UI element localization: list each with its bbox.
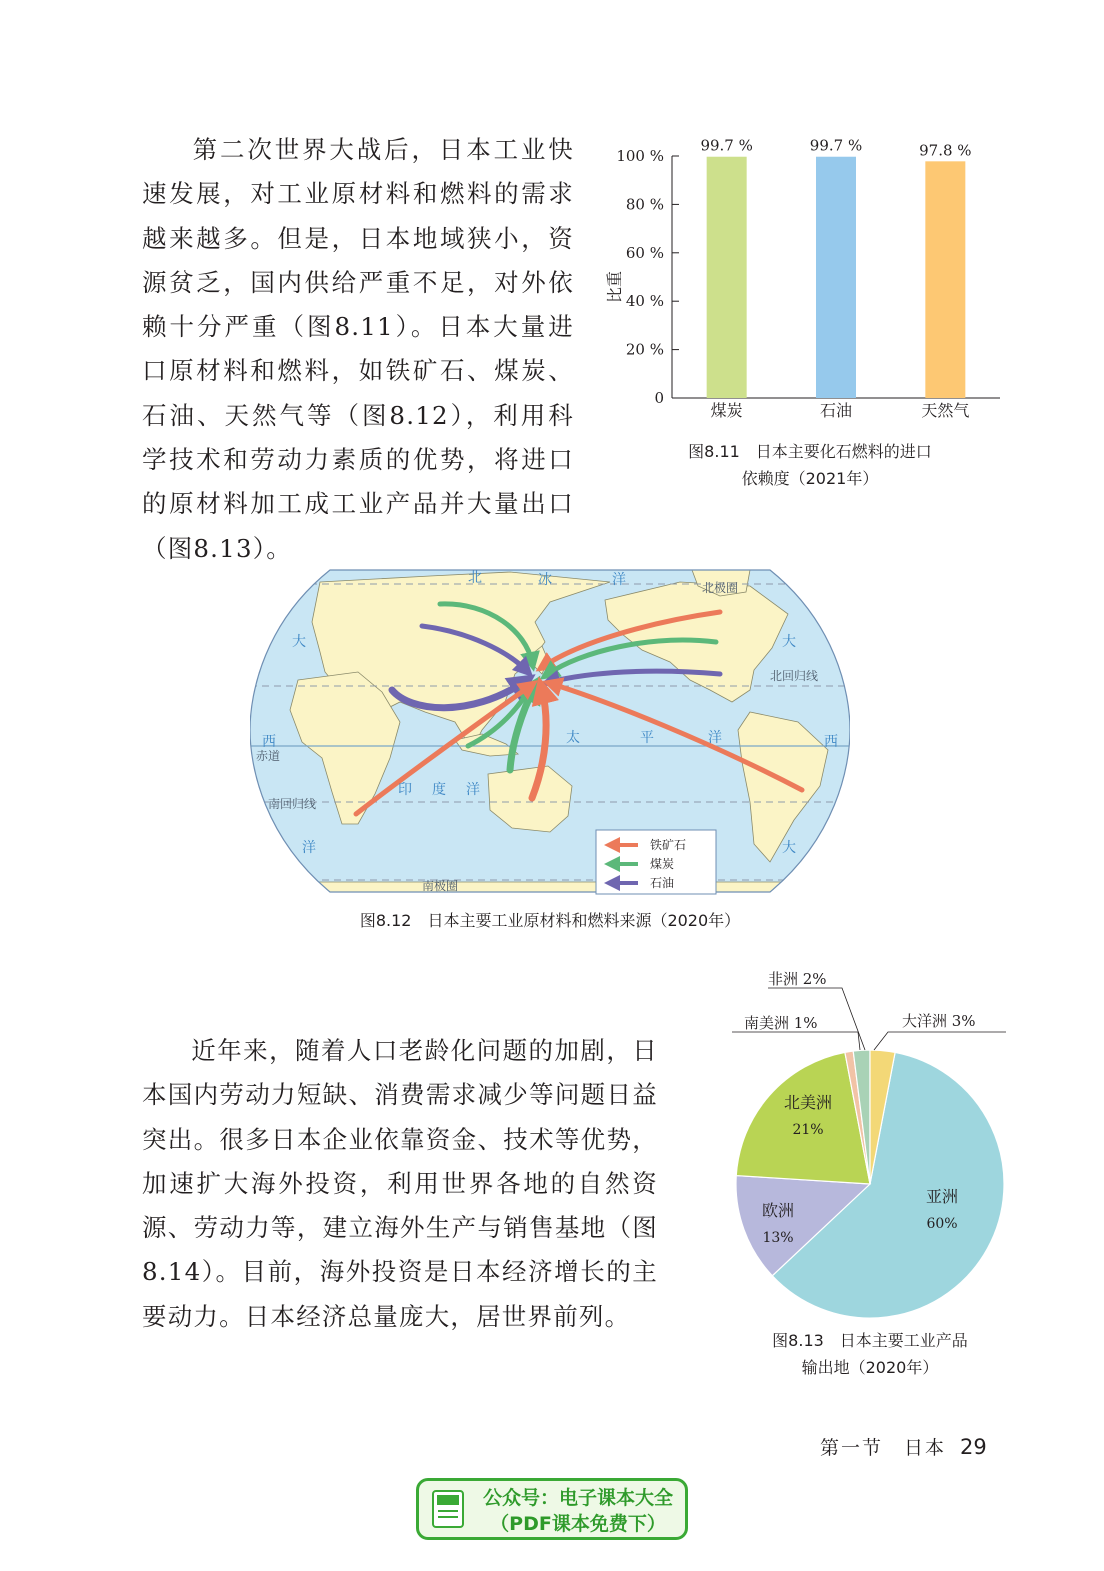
legend-iron-ore: 铁矿石 (650, 838, 687, 852)
ocean-label-ping: 平 (640, 730, 654, 746)
ocean-label-yang-1: 洋 (612, 572, 626, 588)
pie-outside-label-africa: 非洲 2% (768, 970, 827, 988)
world-resource-source-map (250, 562, 850, 898)
pie-label-name: 欧洲 (761, 1201, 795, 1220)
pie-label-value: 13% (762, 1230, 794, 1246)
book-icon (429, 1487, 469, 1531)
figure-8-13-caption-line2: 输出地（2020年） (801, 1358, 939, 1377)
pie-outside-label-oceania: 大洋洲 3% (902, 1012, 976, 1030)
legend-coal: 煤炭 (650, 857, 675, 871)
fossil-fuel-import-bar-chart (590, 122, 1010, 422)
ocean-label-yang-4: 洋 (466, 782, 480, 798)
paragraph-1-text: 第二次世界大战后，日本工业快速发展，对工业原材料和燃料的需求越来越多。但是，日本地域狭小，资源贫乏，国内供给严重不足，对外依赖十分严重（图8.11）。日本大量进口原材料和燃料，如铁矿石、煤炭、石油、天然气等（图8.12），利用科学技术和劳动力素质的优势，将进口的原材料加工成工业产品并大量出口（图8.13）。 (142, 135, 574, 563)
bar-1 (707, 157, 747, 398)
badge-line-1: 公众号：电子课本大全 (482, 1487, 673, 1509)
figure-8-13-caption-line1: 图8.13 日本主要工业产品 (772, 1331, 968, 1350)
pie-label-value: 21% (792, 1122, 824, 1138)
ocean-label-du: 度 (432, 782, 446, 798)
ocean-label-bing: 冰 (538, 572, 552, 588)
figure-8-11-caption (640, 438, 980, 492)
pie-label-name: 北美洲 (783, 1093, 833, 1112)
export-destination-pie-chart (724, 960, 1024, 1330)
ocean-label-da-3: 大 (782, 840, 796, 856)
ocean-label-xi-1: 西 (262, 734, 276, 750)
bar-category-label: 煤炭 (710, 401, 743, 420)
ocean-label-yang-2: 洋 (302, 840, 316, 856)
figure-8-11-caption-line2: 依赖度（2021年） (741, 469, 879, 488)
page-number: 29 (960, 1435, 987, 1459)
figure-8-12-caption: 图8.12 日本主要工业原材料和燃料来源（2020年） (359, 911, 741, 930)
ocean-label-yang-3: 洋 (708, 730, 722, 746)
bar-y-tick-label: 0 (654, 389, 664, 407)
bar-value-label: 99.7 % (700, 136, 753, 155)
legend-oil: 石油 (650, 876, 675, 890)
badge-line-2: （PDF课本免费下） (490, 1513, 666, 1535)
ocean-label-da-2: 大 (782, 634, 796, 650)
watermark-badge (416, 1478, 688, 1540)
bar-y-tick-label: 80 % (625, 195, 664, 214)
bar-y-tick-label: 40 % (625, 292, 664, 311)
figure-8-13-caption (720, 1327, 1020, 1381)
bar-y-tick-label: 20 % (625, 340, 664, 359)
bar-value-label: 99.7 % (809, 136, 863, 155)
ocean-label-tai: 太 (566, 730, 580, 746)
bar-y-axis-label: 比重 (605, 270, 624, 304)
equator-label: 赤道 (256, 749, 281, 763)
ocean-label-da-1: 大 (292, 634, 306, 650)
bar-3 (925, 161, 965, 398)
tropic-of-cancer-label: 北回归线 (770, 669, 819, 683)
bar-category-label: 天然气 (921, 401, 970, 420)
ocean-label-bei: 北 (468, 570, 482, 586)
ocean-label-yin: 印 (398, 782, 412, 798)
bar-value-label: 97.8 % (919, 141, 972, 160)
section-title: 第一节 日本 (820, 1437, 947, 1459)
bar-category-label: 石油 (819, 401, 853, 420)
pie-label-value: 60% (926, 1216, 958, 1232)
arctic-circle-label: 北极圈 (702, 581, 739, 595)
ocean-label-xi-2: 西 (824, 734, 838, 750)
paragraph-2-text: 近年来，随着人口老龄化问题的加剧，日本国内劳动力短缺、消费需求减少等问题日益突出。很多日本企业依靠资金、技术等优势，加速扩大海外投资，利用世界各地的自然资源、劳动力等，建立海外生产与销售基地（图8.14）。目前，海外投资是日本经济增长的主要动力。日本经济总量庞大，居世界前列。 (142, 1036, 658, 1331)
pie-label-name: 亚洲 (925, 1187, 959, 1206)
pie-outside-label-south-america: 南美洲 1% (744, 1014, 818, 1032)
bar-y-tick-label: 100 % (616, 147, 664, 165)
antarctic-circle-label: 南极圈 (422, 879, 459, 893)
body-paragraph-1 (142, 128, 574, 571)
bar-y-tick-label: 60 % (625, 243, 664, 262)
map-legend (596, 830, 716, 894)
figure-8-11-caption-line1: 图8.11 日本主要化石燃料的进口 (688, 442, 932, 461)
body-paragraph-2 (142, 1029, 658, 1339)
tropic-of-capricorn-label: 南回归线 (268, 797, 317, 811)
page-footer (820, 1433, 987, 1460)
bar-2 (816, 157, 856, 398)
